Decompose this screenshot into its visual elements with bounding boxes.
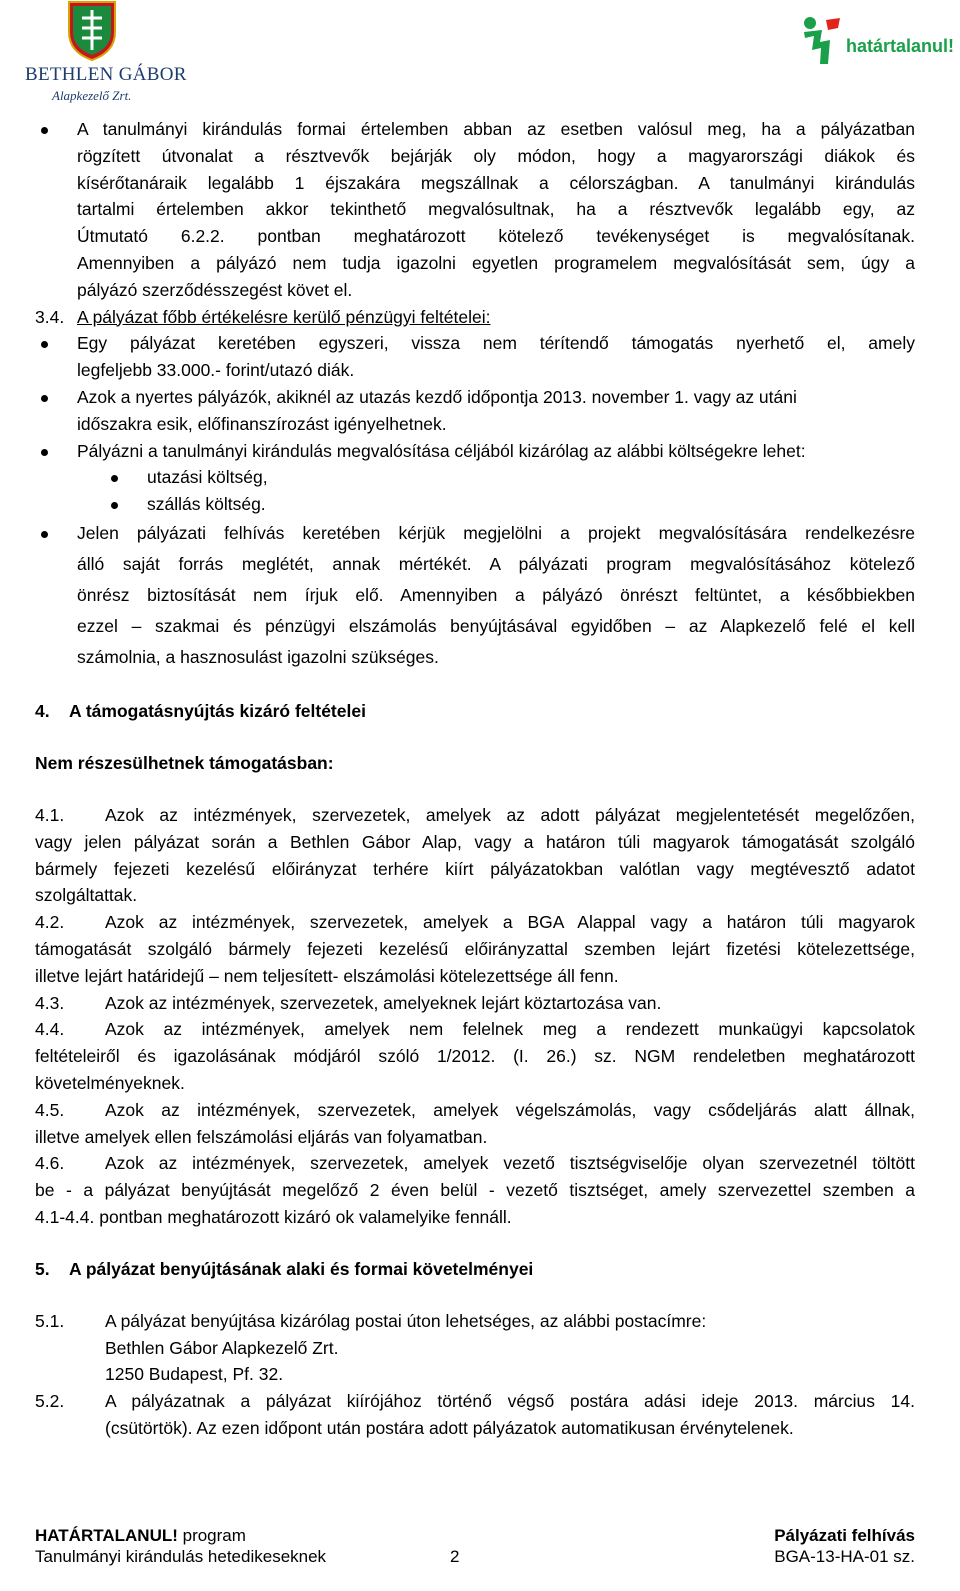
list-item-line: Amennyiben a pályázó nem tudja igazolni egyetlen programelem megvalósítását sem, úgy a — [77, 252, 915, 273]
section-title: A pályázat főbb értékelésre kerülő pénzügyi feltételei: — [77, 306, 491, 327]
section-5-heading — [35, 1256, 915, 1283]
list-item-line: pályázó szerződésszegést követ el. — [77, 279, 353, 300]
bullet-icon — [41, 341, 48, 348]
numbered-item-line: követelményeknek. — [35, 1072, 185, 1093]
bullet-icon — [41, 395, 48, 402]
numbered-item-line: illetve lejárt határidejű – nem teljesített- elszámolási kötelezettsége áll fenn. — [35, 965, 619, 986]
logo-name: BETHLEN GÁBOR — [25, 64, 187, 85]
list-item: Jelen pályázati felhívás keretében kérjük megjelölni a projekt megvalósítására rendelkezésre — [35, 518, 915, 549]
numbered-item-line: feltételeiről és igazolásának módjáról szóló 1/2012. (I. 26.) sz. NGM rendeletben meghatározott — [35, 1046, 915, 1067]
bullet-icon — [111, 502, 118, 509]
footer-call-title: Pályázati felhívás — [774, 1526, 915, 1545]
numbered-item: 4.4. Azok az intézmények, amelyek nem felelnek meg a rendezett munkaügyi kapcsolatok — [35, 1019, 915, 1040]
numbered-item-line: támogatását szolgáló bármely fejezeti kezelésű előirányzattal szemben lejárt fizetési kötelezettsége, — [35, 938, 915, 959]
section-number: 3.4. — [35, 306, 65, 327]
numbered-item-line: illetve amelyek ellen felszámolási eljárás van folyamatban. — [35, 1126, 488, 1147]
sub-list-item: szállás költség. — [35, 491, 915, 518]
numbered-item-line: vagy jelen pályázat során a Bethlen Gábor Alap, vagy a határon túli magyarok támogatását szolgáló — [35, 831, 915, 852]
numbered-item: 4.3. Azok az intézmények, szervezetek, amelyeknek lejárt köztartozása van. — [35, 992, 662, 1013]
list-item-line: önrész biztosítását nem írjuk elő. Amennyiben a pályázó önrészt feltüntet, a későbbiekben — [77, 584, 915, 605]
footer-code: BGA-13-HA-01 sz. — [774, 1547, 915, 1566]
list-item: A tanulmányi kirándulás formai értelemben abban az esetben valósul meg, ha a pályázatban — [35, 116, 915, 143]
list-item-line: számolnia, a hasznosulást igazolni szükséges. — [77, 646, 439, 667]
list-item-line: álló saját forrás meglétét, annak mértékét. A pályázati program megvalósításához kötelező — [77, 553, 915, 574]
list-item-line: időszakra esik, előfinanszírozást igényelhetnek. — [77, 413, 447, 434]
list-item-line: tartalmi értelemben akkor tekinthető megvalósultnak, ha a résztvevők legalább egy, az — [77, 199, 915, 220]
footer-program: HATÁRTALANUL! program — [35, 1526, 246, 1545]
numbered-item-line: be - a pályázat benyújtását megelőző 2 éven belül - vezető tisztséget, amely szervezettel szemben a — [35, 1180, 915, 1201]
bullet-icon — [41, 449, 48, 456]
footer-subtitle: Tanulmányi kirándulás hetedikeseknek — [35, 1547, 327, 1566]
page-number: 2 — [450, 1547, 460, 1566]
list-item: Azok a nyertes pályázók, akiknél az utazás kezdő időpontja 2013. november 1. vagy az utáni — [35, 384, 915, 411]
postal-address-line: 1250 Budapest, Pf. 32. — [105, 1364, 284, 1385]
section-subtitle: Nem részesülhetnek támogatásban: — [35, 752, 334, 773]
bullet-icon — [111, 475, 118, 482]
numbered-item: 4.6. Azok az intézmények, szervezetek, amelyek vezető tisztségviselője olyan szervezetnél töltött — [35, 1153, 915, 1174]
list-item: Egy pályázat keretében egyszeri, vissza nem térítendő támogatás nyerhető el, amely — [35, 330, 915, 357]
bullet-icon — [41, 127, 48, 134]
list-item: Pályázni a tanulmányi kirándulás megvalósítása céljából kizárólag az alábbi költségekre lehet: — [35, 438, 915, 465]
numbered-item: 5.2. A pályázatnak a pályázat kiírójához történő végső postára adási ideje 2013. március 14. — [35, 1391, 915, 1412]
postal-address-name: Bethlen Gábor Alapkezelő Zrt. — [105, 1337, 339, 1358]
numbered-item-line: (csütörtök). Az ezen időpont után postára adott pályázatok automatikusan érvénytelenek. — [105, 1417, 794, 1438]
hatartalanul-figure-icon — [800, 14, 844, 66]
bethlen-gabor-logo — [22, 0, 187, 108]
numbered-item-line: 4.1-4.4. pontban meghatározott kizáró ok valamelyike fennáll. — [35, 1206, 512, 1227]
document-body — [35, 116, 915, 1442]
logo-subtitle: Alapkezelő Zrt. — [52, 88, 132, 103]
bga-crest-icon — [67, 0, 117, 62]
list-item-group — [35, 518, 915, 673]
logo-wordmark: határtalanul! — [846, 36, 955, 56]
numbered-item-line: szolgáltattak. — [35, 885, 138, 906]
list-item-line: kísérőtanáraik legalább 1 éjszakára megszállnak a célországban. A tanulmányi kirándulás — [77, 172, 915, 193]
list-item-line: rögzített útvonalat a résztvevők bejárják oly módon, hogy a magyarországi diákok és — [77, 145, 915, 166]
page-footer — [35, 1525, 915, 1567]
list-item-line: legfeljebb 33.000.- forint/utazó diák. — [77, 360, 355, 381]
numbered-item: 4.1. Azok az intézmények, szervezetek, amelyek az adott pályázat megjelentetését megelőzően, — [35, 804, 915, 825]
numbered-item: 4.2. Azok az intézmények, szervezetek, amelyek a BGA Alappal vagy a határon túli magyarok — [35, 912, 915, 933]
section-4-heading — [35, 698, 915, 725]
numbered-item: 4.5. Azok az intézmények, szervezetek, amelyek végelszámolás, vagy csődeljárás alatt állnak, — [35, 1099, 915, 1120]
section-number: 4. — [35, 700, 50, 721]
section-title: A támogatásnyújtás kizáró feltételei — [69, 700, 366, 721]
list-item-line: ezzel – szakmai és pénzügyi elszámolás benyújtásával egyidőben – az Alapkezelő felé el kell — [77, 615, 915, 636]
section-3-4-heading — [35, 304, 915, 331]
numbered-item: 5.1. A pályázat benyújtása kizárólag postai úton lehetséges, az alábbi postacímre: — [35, 1310, 707, 1331]
list-item-line: Útmutató 6.2.2. pontban meghatározott kötelező tevékenységet is megvalósítanak. — [77, 226, 915, 247]
bullet-icon — [41, 531, 48, 538]
section-number: 5. — [35, 1258, 50, 1279]
hatartalanul-logo — [800, 14, 960, 74]
sub-list-item: utazási költség, — [35, 464, 915, 491]
numbered-item-line: bármely fejezeti kezelésű előirányzat terhére kiírt pályázatokban valótlan vagy megtévesztő adatot — [35, 858, 915, 879]
section-title: A pályázat benyújtásának alaki és formai követelményei — [69, 1258, 534, 1279]
